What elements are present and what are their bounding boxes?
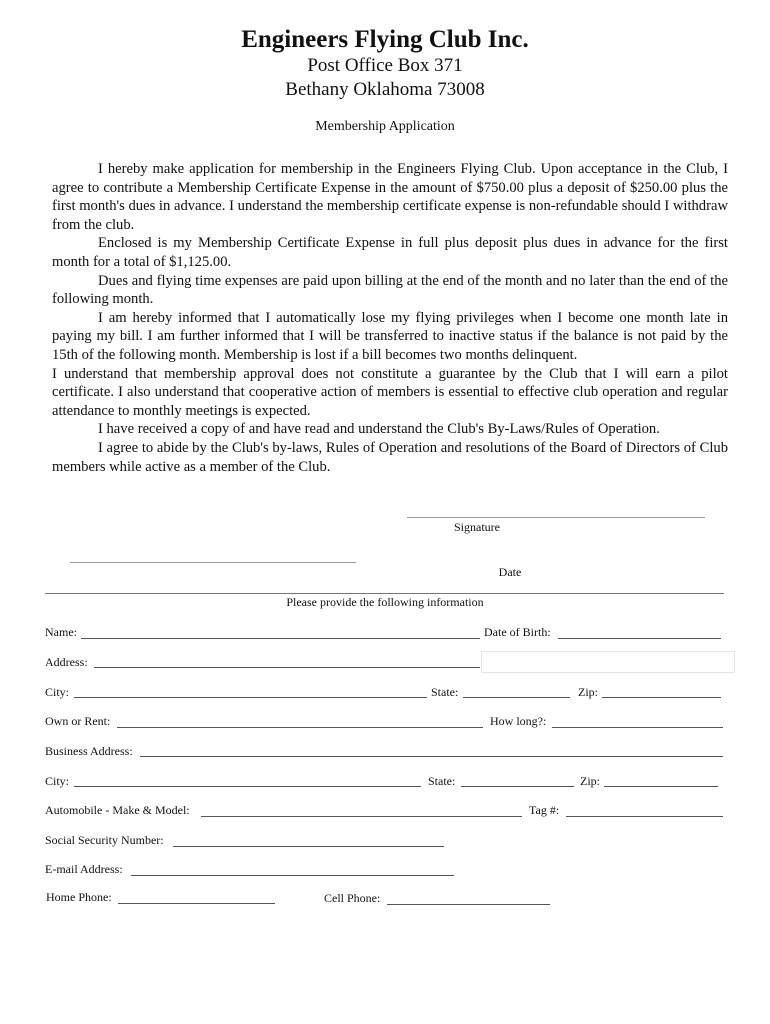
business-zip-label: Zip: <box>580 774 600 788</box>
cell-phone-field[interactable] <box>387 890 550 905</box>
home-phone-field[interactable] <box>118 889 275 904</box>
own-rent-field[interactable] <box>117 713 483 728</box>
own-rent-label: Own or Rent: <box>45 714 111 728</box>
state-field[interactable] <box>463 683 570 698</box>
address-field[interactable] <box>94 653 480 668</box>
info-heading: Please provide the following information <box>286 595 484 609</box>
how-long-field[interactable] <box>552 713 723 728</box>
business-city-label: City: <box>45 774 70 788</box>
address-line-2: Bethany Oklahoma 73008 <box>285 79 485 100</box>
terms-paragraph: I am hereby informed that I automatically lose my flying privileges when I become one month late in paying my bill. I am further informed that I will be transferred to inactive status if the balance is not paid by the 15th of the following month. Membership is lost if a bill becomes two months delinquent. <box>52 309 728 363</box>
dob-field[interactable] <box>558 624 721 639</box>
terms-paragraph: I hereby make application for membership in the Engineers Flying Club. Upon acceptance in the Club, I agree to contribute a Membership Certificate Expense in the amount of $750.00 plus a deposit of $250.00 plus the first month's dues in advance. I understand the membership certificate expense is non-refundable should I withdraw from the club. <box>52 161 728 233</box>
zip-field[interactable] <box>602 683 721 698</box>
club-title: Engineers Flying Club Inc. <box>241 26 529 53</box>
how-long-label: How long?: <box>490 714 547 728</box>
business-state-field[interactable] <box>461 772 574 787</box>
name-label: Name: <box>45 625 77 639</box>
business-state-label: State: <box>428 774 456 788</box>
automobile-field[interactable] <box>201 802 522 817</box>
ssn-field[interactable] <box>173 832 444 847</box>
date-line[interactable] <box>70 562 356 563</box>
home-phone-label: Home Phone: <box>46 890 112 904</box>
business-city-field[interactable] <box>74 772 421 787</box>
terms-paragraph: Enclosed is my Membership Certificate Expense in full plus deposit plus dues in advance for the first month for a total of $1,125.00. <box>52 235 728 270</box>
tag-field[interactable] <box>566 802 723 817</box>
signature-line[interactable] <box>407 517 705 518</box>
city-field[interactable] <box>74 683 427 698</box>
address-line-1: Post Office Box 371 <box>307 55 463 76</box>
terms-paragraph: I have received a copy of and have read and understand the Club's By-Laws/Rules of Operation. <box>98 421 660 438</box>
terms-paragraph: I understand that membership approval does not constitute a guarantee by the Club that I will earn a pilot certificate. I also understand that cooperative action of members is essential to effective club operation and regular attendance to monthly meetings is expected. <box>52 365 728 419</box>
dob-label: Date of Birth: <box>484 625 551 639</box>
terms-paragraph: I agree to abide by the Club's by-laws, Rules of Operation and resolutions of the Board of Directors of Club members while active as a member of the Club. <box>52 439 728 475</box>
business-address-field[interactable] <box>140 742 723 757</box>
address-extra-input[interactable] <box>481 651 735 673</box>
business-address-label: Business Address: <box>45 744 133 758</box>
city-label: City: <box>45 685 70 699</box>
signature-label: Signature <box>454 520 500 534</box>
application-terms <box>52 160 728 476</box>
tag-label: Tag #: <box>529 803 560 817</box>
form-title: Membership Application <box>315 119 455 134</box>
email-label: E-mail Address: <box>45 862 123 876</box>
automobile-label: Automobile - Make & Model: <box>45 803 190 817</box>
ssn-label: Social Security Number: <box>45 833 164 847</box>
name-field[interactable] <box>81 624 480 639</box>
state-label: State: <box>431 685 459 699</box>
email-field[interactable] <box>131 861 454 876</box>
date-label: Date <box>498 565 522 579</box>
business-zip-field[interactable] <box>604 772 718 787</box>
terms-paragraph: Dues and flying time expenses are paid upon billing at the end of the month and no later than the end of the following month. <box>52 272 728 308</box>
section-divider <box>45 593 724 594</box>
cell-phone-label: Cell Phone: <box>324 891 381 905</box>
address-label: Address: <box>45 655 88 669</box>
zip-label: Zip: <box>578 685 598 699</box>
